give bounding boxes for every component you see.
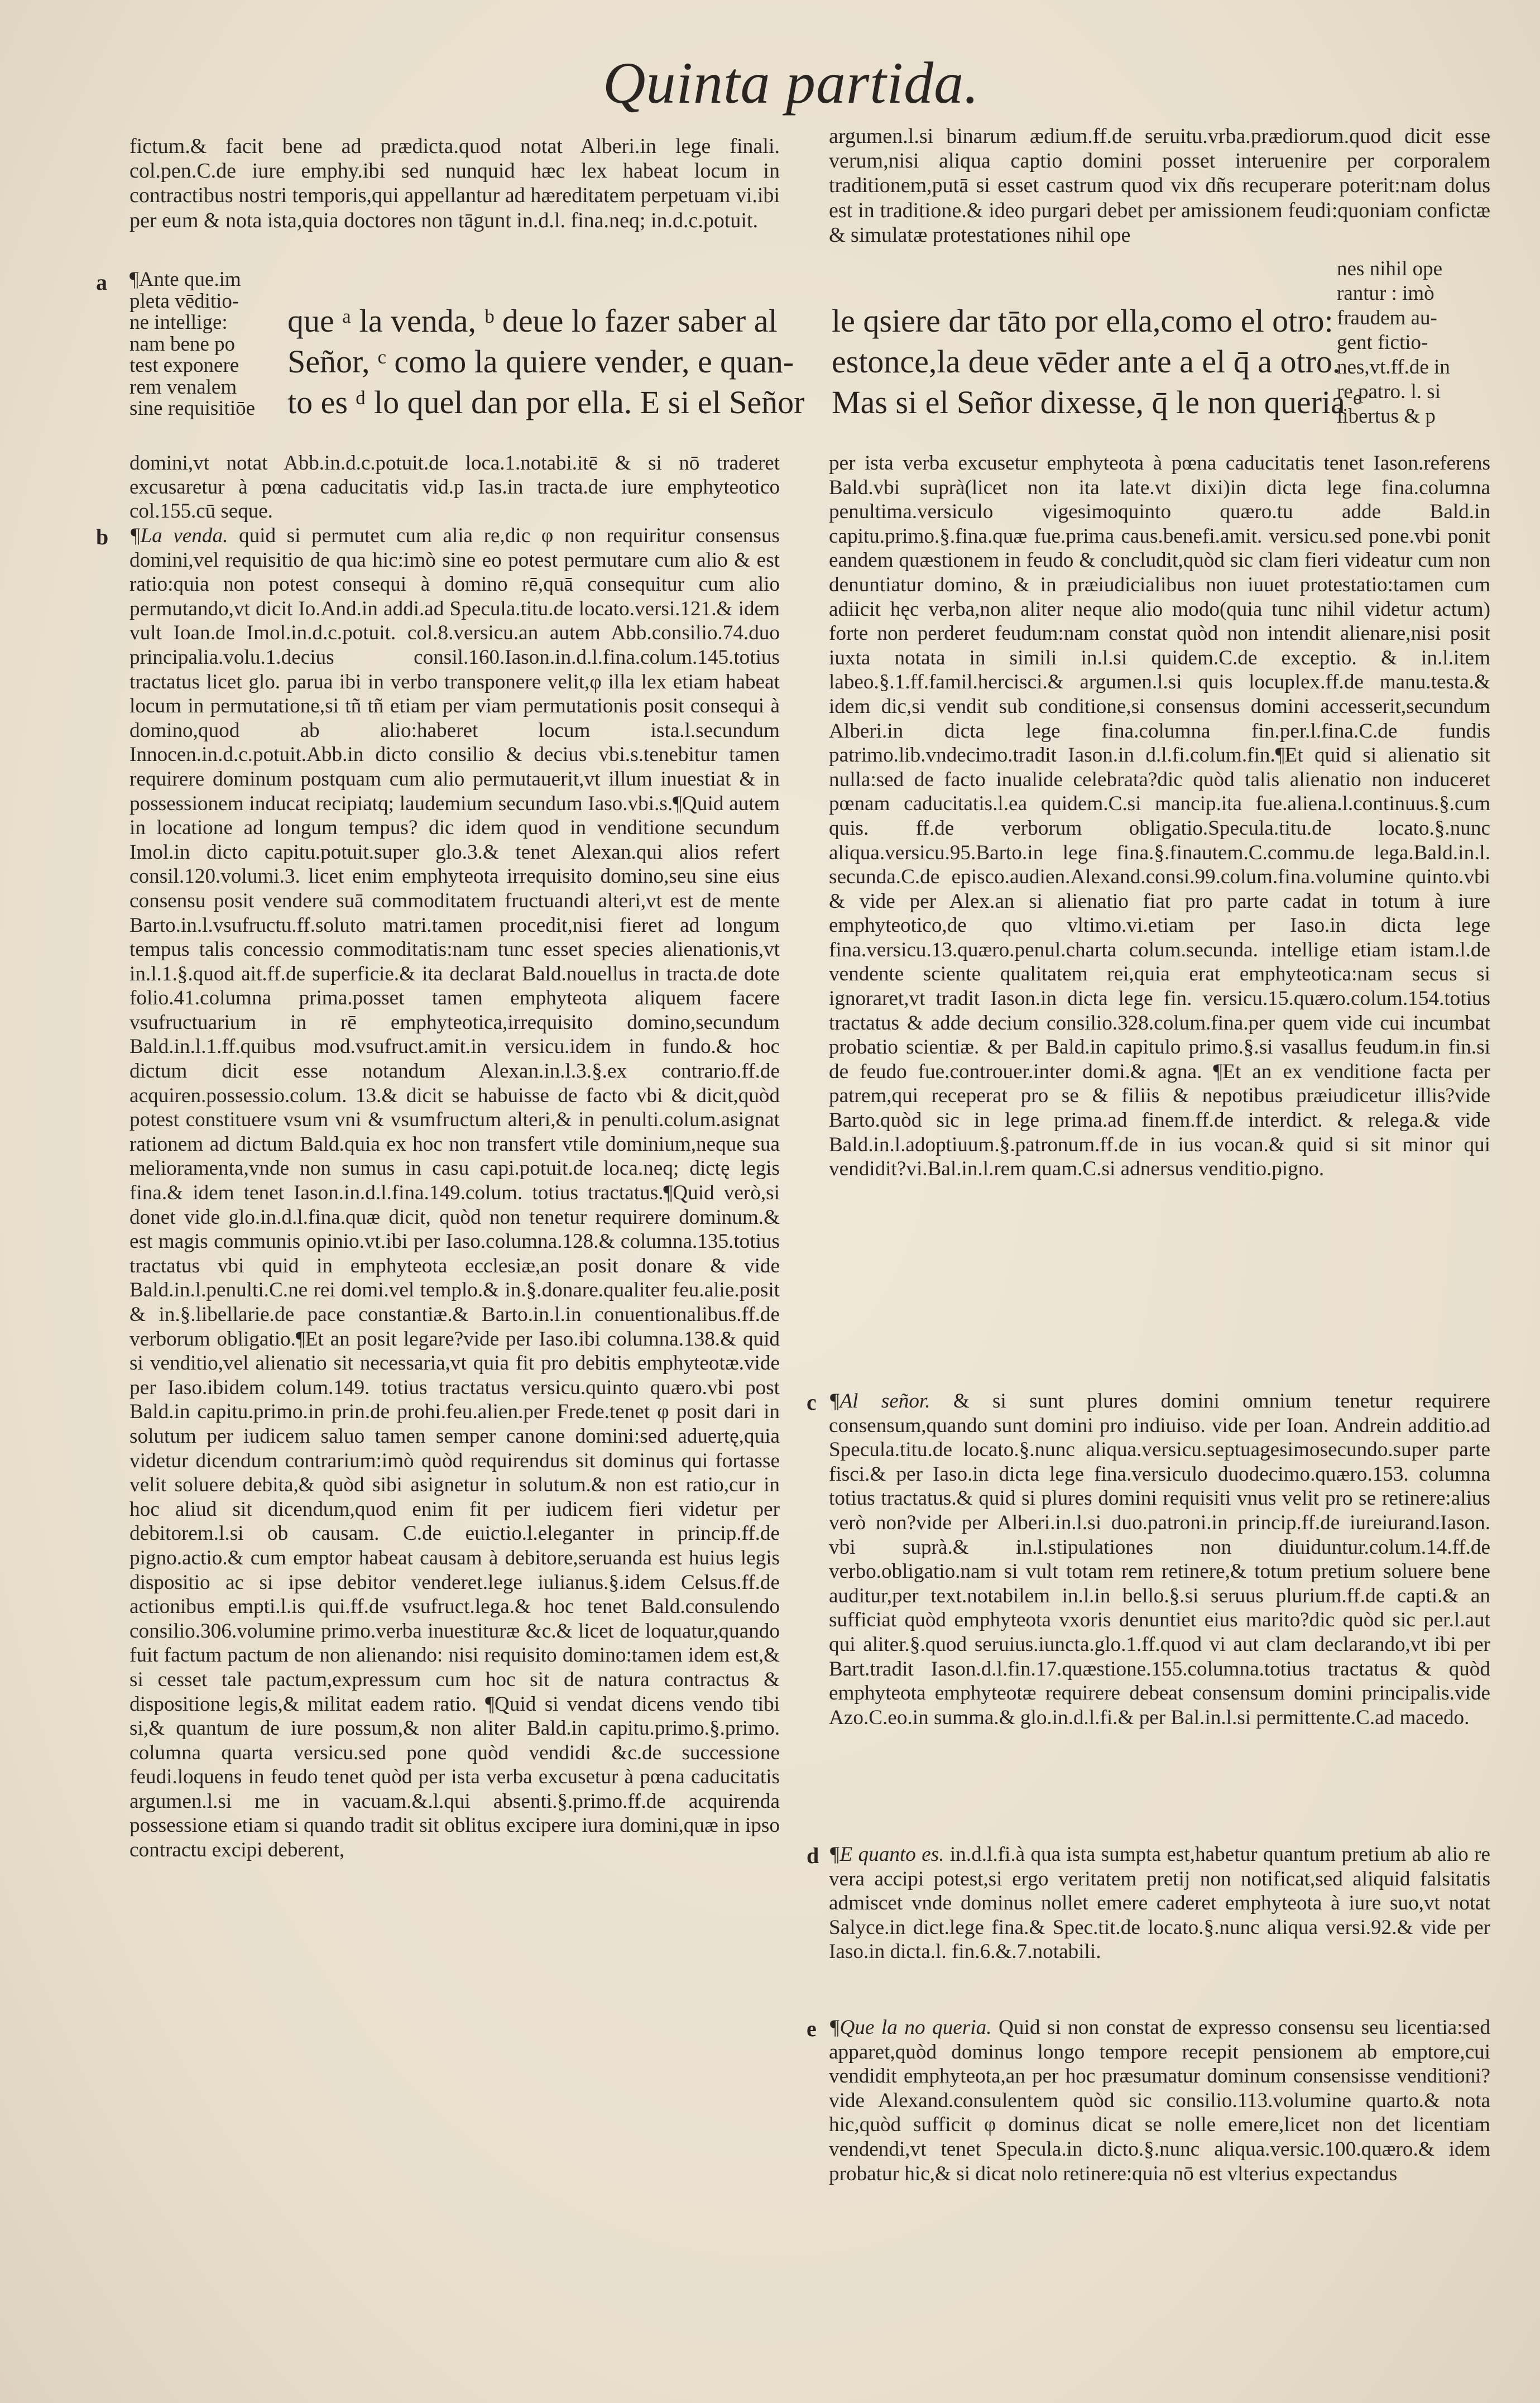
gloss-a-line: nam bene po <box>129 332 236 356</box>
right-continuation: per ista verba excusetur emphyteota à pœna caducitatis tenet Iason.referens Bald.vbi suprà(licet non ita late.vt dixi)in dicta lege fina.columna penultima.versiculo vigesimoquinto quæro.tu adde Bald.in capitu.primo.§.fina.quæ fue.prima caus.benefi.amit. versicu.sed pone.vbi ponit eandem quæstionem in feudo & concludit,quòd sic clam fieri videatur cum non denuntiatur domino, & in præiudicialibus non iuuet protestatio:tamen cum adiicit hęc verba,non aliter neque alio modo(quia tunc nihil videtur actum) forte non perderet feudum:nam constat quòd non intendit alienare,nisi posit iuxta notata in simili in.l.si quidem.C.de exceptio. & in.l.item labeo.§.1.ff.famil.hercisci.& argumen.l.si quis locuplex.ff.de manu.testa.& idem dic,si vendit sub conditione,si consensus domini accesserit,secundum Alberi.in dicta lege fina.columna fin.per.l.fina.C.de fundis patrimo.lib.vndecimo.tradit Iason.in d.l.fi.colum.fin.¶Et quid si alienatio sit nulla:sed de facto inualide celebrata?dic quòd talis alienatio non induceret pœnam caducitatis.l.ea quidem.C.si mancip.ita fue.aliena.l.continuus.§.cum quis. ff.de verborum obligatio.Specula.titu.de locato.§.nunc aliqua.versicu.95.Barto.in lege fina.§.finautem.C.commu.de lega.Bald.in.l. secunda.C.de episco.audien.Alexand.consi.99.colum.fina.volumine quinto.vbi & vide per Alex.an si alienatio fiat pro parte cadat in totum à iure emphyteotico,de quo vltimo.vi.etiam per Iaso.in dicta lege fina.versicu.13.quæro.penul.charta colum.secunda. intellige etiam istam.l.de vendente sciente qualitatem rei,quia erat emphyteotica:nam secus si ignoraret,vt tradit Iason.in dicta lege fin. versicu.15.quæro.colum.154.totius tractatus & adde decium consilio.328.colum.fina.per quem vide cui incumbat probatio scientiæ. & per Bald.in capitulo primo.§.si vasallus feudum.in fin.si de feudo fue.controuer.inter domi.& agna. ¶Et an ex venditione facta per patrem,qui receperat pro se & filiis & nepotibus præiudicetur illis?vide Barto.quòd sic in lege prima.ad finem.ff.de interdict. & relega.& vide Bald.in.l.adoptiuum.§.patronum.ff.de in ius vocan.& quid si sit minor qui vendidit?vi.Bal.in.l.rem quam.C.si adnersus venditio.pigno. <box>829 452 1490 1181</box>
main-text-line: to es ᵈ lo quel dan por ella. E si el Señor <box>287 384 805 420</box>
gloss-d-lemma: ¶E quanto es. <box>829 1843 944 1866</box>
main-text-line: que ᵃ la venda, ᵇ deue lo fazer saber al <box>287 303 778 339</box>
side-gloss-line: rantur : imò <box>1337 282 1435 305</box>
gloss-c-marker: c <box>807 1390 817 1415</box>
gloss-c-lemma: ¶Al señor. <box>829 1390 930 1413</box>
side-gloss-line: libertus & p <box>1337 405 1436 428</box>
main-text-line: estonce,la deue vēder ante a el q̄ a otro. <box>832 343 1341 380</box>
gloss-a-marker: a <box>96 270 107 295</box>
main-text-line: le qsiere dar tāto por ella,como el otro: <box>832 303 1333 339</box>
gloss-e-text: Quid si non constat de expresso consensu seu licentia:sed apparet,quòd dominus longo tempore recepit pensionem ab emptore,cui vendidit emphyteota,an per hoc præsumatur dominum consensisse venditioni?vide Alexand.consulentem quòd sic consilio.113.volumine quarto.& nota hic,quòd sufficit φ dominus dicat se nolle emere,licet non det licentiam vendendi,vt tenet Specula.in dicto.§.nunc aliqua.versic.100.quæro.& idem probatur hic,& si dicat nolo retinere:quia nō est vlterius expectandus <box>829 2016 1491 2185</box>
gloss-a-line: sine requisitiōe <box>129 397 256 420</box>
gloss-d-marker: d <box>807 1843 819 1868</box>
side-gloss <box>1337 257 1450 429</box>
gloss-a-line: ne intellige: <box>129 311 228 334</box>
main-text-left <box>287 300 805 423</box>
gloss-a-line: pleta vēditio- <box>129 289 239 313</box>
gloss-b-lemma: ¶La venda. <box>129 524 228 547</box>
gloss-d-text: in.d.l.fi.à qua ista sumpta est,habetur quantum pretium ab alio re vera accipi potest,si ergo veritatem pretij non notificat,sed aliquid falsitatis admiscet vnde dominus nollet emere caderet emphyteota à iure suo,vt notat Salyce.in dict.lege fina.& Spec.tit.de locato.§.nunc aliqua versi.92.& vide per Iaso.in dicta.l. fin.6.&.7.notabili. <box>829 1843 1490 1964</box>
gloss-a-line: ¶Ante que.im <box>129 268 241 291</box>
side-gloss-line: nes nihil ope <box>1337 257 1443 280</box>
main-text-line: Señor, ᶜ como la quiere vender, e quan- <box>287 343 794 380</box>
gloss-a-narrow <box>129 269 263 420</box>
side-gloss-line: nes,vt.ff.de in <box>1337 356 1450 379</box>
right-top-paragraph: argumen.l.si binarum ædium.ff.de seruitu.vrba.prædiorum.quod dicit esse verum,nisi aliqua captio domini posset interuenire per corporalem traditionem,putā si esset castrum quod vix dñs recuperare poterit:nam dolus est in traditione.& ideo purgari debet per amissionem feudi:quoniam confictæ & simulatæ protestationes nihil ope <box>829 125 1490 247</box>
gloss-c-text: & si sunt plures domini omnium tenetur requirere consensum,quando sunt domini pro indiuiso. vide per Ioan. Andrein additio.ad Specula.titu.de locato.§.nunc aliqua.versicu.septuagesimosecundo.super parte fisci.& per Iaso.in dicta lege fina.versiculo duodecimo.quæro.153. columna totius tractatus.& quid si plures domini requisiti vnus velit pro se retinere:alius verò non?vide per Alberi.in.l.si duo.patroni.in princip.ff.de iureiurand.Iason. vbi suprà.& in.l.stipulationes non diuiduntur.colum.14.ff.de verbo.obligatio.nam si vult totam rem retinere,& totum pretium soluere bene auditur,per text.notabilem in.l.in bello.§.si seruus plurium.ff.de capti.& an sufficiat quòd emphyteota vxoris denuntiet eius marito?dic quòd sic per.l.aut qui aliter.§.quod seruius.iuncta.glo.1.ff.quod vi aut clam declarando,vt ibi per Bart.tradit Iason.d.l.fin.17.quæstione.155.columna.totius tractatus & quòd emphyteota emphyteotæ requirere debeat consensum domini principalis.vide Azo.C.eo.in summa.& glo.in.d.l.fi.& per Bal.in.l.si permittente.C.ad macedo. <box>829 1390 1490 1729</box>
gloss-c <box>829 1389 1490 1730</box>
gloss-a-line: test exponere <box>129 354 239 377</box>
main-text-line: Mas si el Señor dixesse, q̄ le non queria ᵉ <box>832 384 1362 420</box>
left-top-paragraph: fictum.& facit bene ad prædicta.quod notat Alberi.in lege finali. col.pen.C.de iure emphy.ibi sed nunquid hæc lex habeat locum in contractibus nostri temporis,qui appellantur ad hæreditatem perpetuam vi.ibi per eum & nota ista,quia doctores non tāgunt in.d.l. fina.neq; in.d.c.potuit. <box>129 135 780 232</box>
gloss-a-line: rem venalem <box>129 375 237 399</box>
gloss-b-text: quid si permutet cum alia re,dic φ non requiritur consensus domini,vel requisitio de qua hic:imò sine eo potest permutare cum alio & est ratio:quia non potest consequi à domino rē,quā consequitur cum alio permutando,vt dicit Io.And.in addi.ad Specula.titu.de locato.versi.121.& idem vult Ioan.de Imol.in.d.c.potuit. col.8.versicu.an autem Abb.consilio.74.duo principalia.volu.1.decius consil.160.Iason.in.d.l.fina.colum.145.totius tractatus licet glo. parua ibi in verbo transponere velit,φ illa lex etiam habeat locum in permutatione,si tñ tñ etiam per viam permutationis posit consequi à domino,quod ab alio:haberet locum ista.l.secundum Innocen.in.d.c.potuit.Abb.in dicto consilio & decius vbi.s.tenebitur tamen requirere dominum postquam cum alio permutauerit,vt illum inuestiat & in possessionem inducat recipiatq; laudemium secundum Iaso.vbi.s.¶Quid autem in locatione ad longum tempus? dic idem quod in venditione secundum Imol.in dicto capitu.potuit.super glo.3.& tenet Alexan.qui alios refert consil.120.volumi.3. licet enim emphyteota irrequisito domino,seu sine eius consensu posit vendere suā commoditatem fructuandi alteri,vt est de mente Barto.in.l.vsufructu.ff.soluto matri.tamen procedit,nisi fieret ad longum tempus talis concessio commoditatis:nam tunc esset species alienationis,vt in.l.1.§.quod ait.ff.de superficie.& ita declarat Bald.nouellus in tracta.de dote folio.41.columna prima.posset tamen emphyteota aliquem facere vsufructuarium in rē emphyteotica,irrequisito domino,secundum Bald.in.l.1.ff.quibus mod.vsufruct.amit.in versicu.idem in fundo.& hoc dictum dicit esse notandum Alexan.in.l.3.§.ex contrario.ff.de acquiren.possessio.colum. 13.& dicit se habuisse de facto vbi & dicit,quòd potest constituere vsum vni & vsumfructum alteri,& in penulti.colum.asignat rationem ad dictum Bald.quia ex hoc non transfert vtile dominium,neque sua melioramenta,vnde non sumus in casu capi.potuit.de loca.neq; dictę legis fina.& idem tenet Iason.in.d.l.fina.149.colum. totius tractatus.¶Quid verò,si donet vide glo.in.d.l.fina.quæ dicit, quòd non tenetur requirere dominum.& est magis communis opinio.vt.ibi per Iaso.columna.128.& columna.135.totius tractatus vbi quid in emphyteota ecclesiæ,an posit donare & vide Bald.in.l.penulti.C.ne rei domi.vel templo.& in.§.donare.qualiter feu.alie.posit & in.§.libellarie.de pace constantiæ.& Barto.in.l.in conuentionalibus.ff.de verborum obligatio.¶Et an posit legare?vide per Iaso.ibi columna.138.& quid si venditio,vel alienatio sit necessaria,vt quia fit pro debitis emphyteotæ.vide per Iaso.ibidem colum.149. totius tractatus versicu.quinto quæro.vbi post Bald.in capitu.primo.in prin.de prohi.feu.alien.per Frede.tenet φ posit dari in solutum per iudicem saluo tamen semper canone domini:sed aduertę,quia videtur dicendum contrarium:imò quòd requirendus sit dominus qui fortasse velit soluere debita,& quòd sibi asignetur in solutum.& non est ratio,cur in hoc aliud sit dicendum,quod enim fit per iudicem fieri videtur per debitorem.l.si ob causam. C.de euictio.l.eleganter in princip.ff.de pigno.actio.& cum emptor habeat causam à debitore,seruanda est huius legis dispositio ac si ipse debitor venderet.lege iulianus.§.idem Celsus.ff.de actionibus empti.l.is qui.ff.de vsufruct.lega.& hoc tenet Bald.consulendo consilio.306.volumine primo.verba inuestituræ &c.& licet de loquatur,quando fuit factum pactum de non alienando: nisi requisito domino:tamen idem est,& si cesset tale pactum,expressum cum hoc sit de natura contractus & dispositione legis,& militat eadem ratio. ¶Quid si vendat dicens vendo tibi si,& quantum de iure possum,& non aliter Bald.in capitu.primo.§.primo. columna quarta versicu.sed pone quòd vendidi &c.de successione feudi.loquens in feudo tenet quòd per ista verba excusetur à pœna caducitatis argumen.l.si me in vacuam.&.l.qui absenti.§.primo.ff.de acquirenda possessione etiam si quando tradit sit oblitus excipere iura domini,quæ in ipso contractu excipi deberent, <box>129 524 780 1862</box>
side-gloss-line: re patro. l. si <box>1337 380 1441 403</box>
gloss-e-marker: e <box>807 2016 817 2041</box>
gloss-e <box>829 2016 1490 2186</box>
side-gloss-line: gent fictio- <box>1337 331 1428 354</box>
gloss-e-lemma: ¶Que la no queria. <box>829 2016 992 2039</box>
side-gloss-line: fraudem au- <box>1337 307 1437 329</box>
gloss-b-marker: b <box>96 524 109 549</box>
page-title: Quinta partida. <box>603 50 980 116</box>
main-text-right <box>832 300 1361 423</box>
gloss-a-continuation: domini,vt notat Abb.in.d.c.potuit.de loca.1.notabi.itē & si nō traderet excusaretur à pœna caducitatis vid.p Ias.in tracta.de iure emphyteotico col.155.cū seque. <box>129 452 780 523</box>
gloss-d <box>829 1842 1490 1964</box>
gloss-b <box>129 524 780 1863</box>
